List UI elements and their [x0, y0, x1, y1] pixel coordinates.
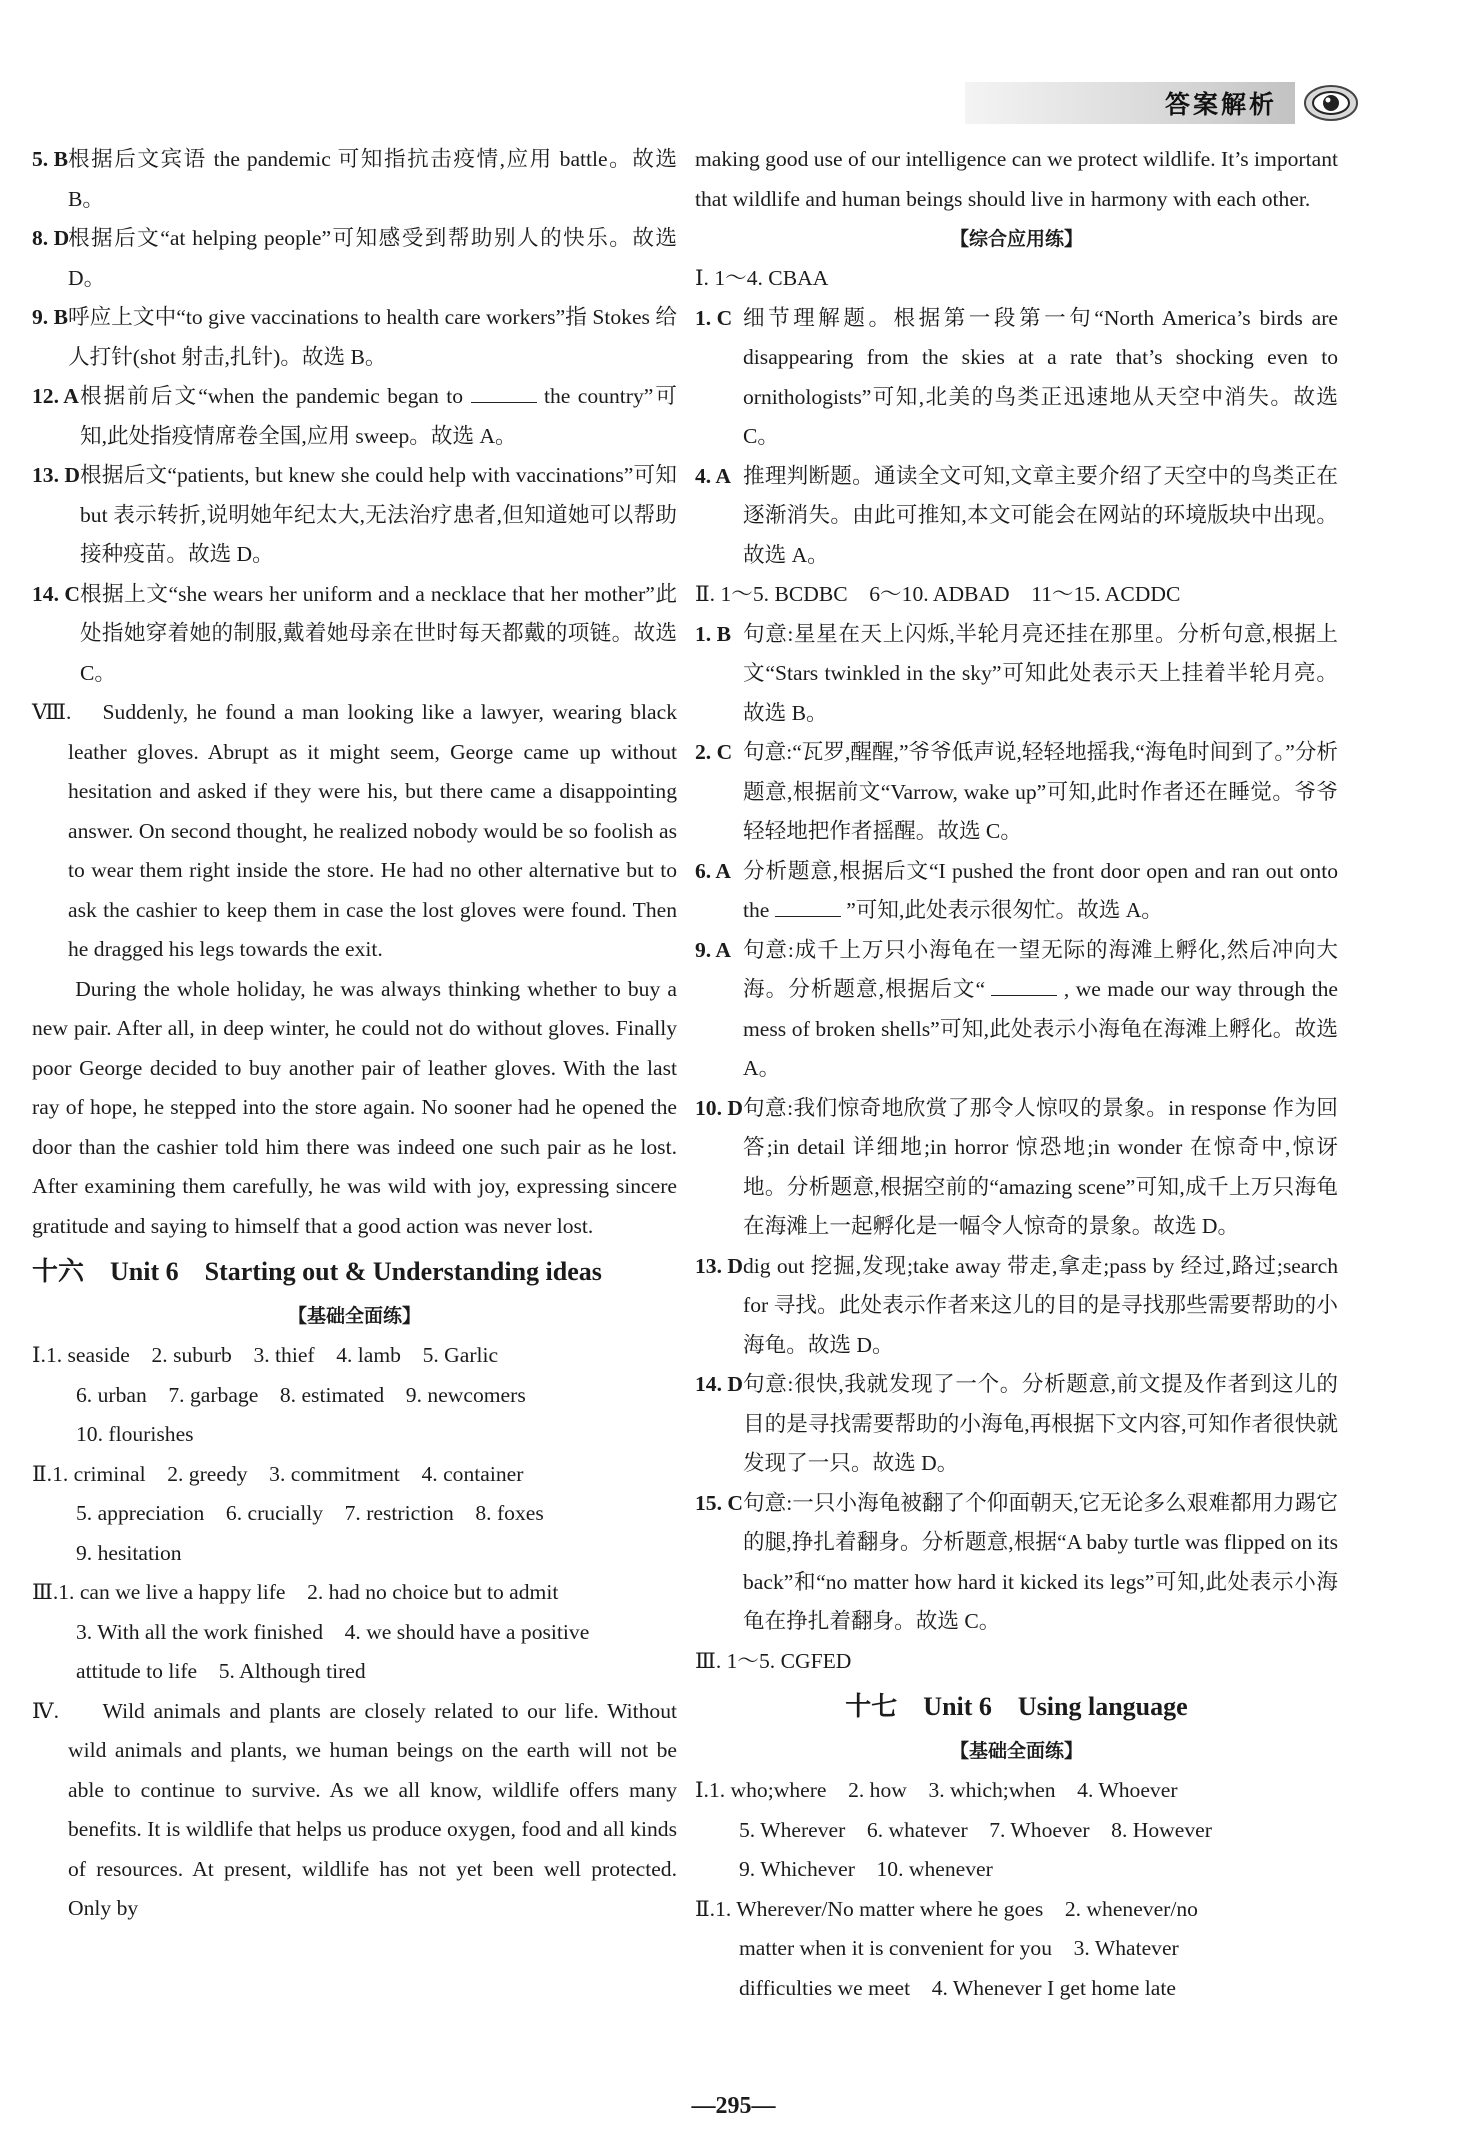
answer-explanation: 推理判断题。通读全文可知,文章主要介绍了天空中的鸟类正在逐渐消失。由此可推知,本文可能会在网站的环境版块中出现。故选 A。	[743, 463, 1338, 567]
unit16-part3	[32, 1573, 677, 1692]
header-title: 答案解析	[1164, 90, 1277, 119]
answer-number: 12. A	[32, 384, 79, 408]
answer-number: 8. D	[32, 226, 70, 250]
answer-explanation: 根据后文“patients, but knew she could help with vaccinations”可知 but 表示转折,说明她年纪太大,无法治疗患者,但知道她可以帮助接种疫苗。故选 D。	[80, 463, 677, 566]
answer-explanation: 呼应上文中“to give vaccinations to health care workers”指 Stokes 给人打针(shot 射击,扎针)。故选 B。	[68, 305, 677, 369]
essay-paragraph: Suddenly, he found a man looking like a lawyer, wearing black leather gloves. Abrupt as it might seem, George came up without hesitation and asked if they were his, but there came a disappointing answer. On second thought, he realized nobody would be so foolish as to wear them right inside the store. He had no other alternative but to ask the cashier to keep them in case the lost gloves were found. Then he dragged his legs towards the exit.	[68, 700, 677, 961]
right-column	[695, 140, 1338, 2008]
answer-item	[32, 140, 677, 219]
answer-item	[32, 377, 677, 456]
unit16-part1	[32, 1336, 677, 1455]
answer-item	[695, 299, 1338, 457]
fill-blank	[471, 382, 537, 403]
answer-row: 6. urban 7. garbage 8. estimated 9. newcomers	[76, 1382, 526, 1407]
answer-explanation: 细节理解题。根据第一段第一句“North America’s birds are disappearing from the skies at a rate that’s shocking even to ornithologists”可知,北美的鸟类正迅速地从天空中消失。故选 C。	[743, 305, 1338, 448]
answer-explanation: 根据上文“she wears her uniform and a necklace that her mother”此处指她穿着她的制服,戴着她母亲在世时每天都戴的项链。故选 C。	[80, 581, 677, 685]
answer-row: Ⅲ. 1～5. CGFED	[695, 1648, 852, 1673]
answer-row: matter when it is convenient for you 3. Whatever	[739, 1936, 1179, 1960]
answer-row: Ⅰ. 1～4. CBAA	[695, 266, 829, 290]
answer-number: 14. D	[695, 1372, 743, 1396]
essay-paragraph: Wild animals and plants are closely related to our life. Without wild animals and plants, we human beings on the earth will not be able to continue to survive. As we all know, wildlife offers many benefits. It is wildlife that helps us produce oxygen, food and all kinds of resources. At present, wildlife has not yet been well protected. Only by	[68, 1698, 677, 1920]
answer-number: 10. D	[695, 1095, 743, 1120]
answer-item	[32, 575, 677, 694]
page-number: —295—	[691, 2093, 776, 2119]
answer-item	[32, 456, 677, 575]
answer-item	[695, 1365, 1338, 1484]
fill-blank	[991, 975, 1057, 996]
answer-row: Ⅱ. 1～5. BCDBC 6～10. ADBAD 11～15. ACDDC	[695, 582, 1181, 606]
answer-row: 9. Whichever 10. whenever	[739, 1857, 993, 1881]
answer-number: 15. C	[695, 1490, 743, 1515]
answer-explanation: 句意:星星在天上闪烁,半轮月亮还挂在那里。分析句意,根据上文“Stars twinkled in the sky”可知此处表示天上挂着半轮月亮。故选 B。	[743, 621, 1338, 725]
answer-row: 5. appreciation 6. crucially 7. restriction 8. foxes	[76, 1501, 544, 1525]
part-label: Ⅰ.	[695, 1778, 709, 1802]
answer-number: 2. C	[695, 740, 733, 764]
part-label: Ⅳ.	[32, 1698, 59, 1723]
answer-explanation: 根据前后文“when the pandemic began to	[80, 384, 464, 408]
answer-row: 1. Wherever/No matter where he goes 2. whenever/no	[715, 1896, 1198, 1921]
answer-row: 1. seaside 2. suburb 3. thief 4. lamb 5. Garlic	[45, 1343, 499, 1367]
answer-row: attitude to life 5. Although tired	[76, 1659, 366, 1683]
answer-explanation: 句意:一只小海龟被翻了个仰面朝天,它无论多么艰难都用力踢它的腿,挣扎着翻身。分析题意,根据“A baby turtle was flipped on its back”和“no matter how hard it kicked its legs”可知,此处表示小海龟在挣扎着翻身。故选 C。	[743, 1490, 1338, 1633]
part-label: Ⅰ.	[32, 1343, 46, 1367]
answer-number: 9. B	[32, 305, 68, 329]
answer-item	[32, 298, 677, 377]
answer-number: 13. D	[32, 463, 80, 487]
unit16-part4	[32, 1692, 677, 1929]
fill-blank	[775, 896, 841, 917]
answer-explanation: 句意:我们惊奇地欣赏了那令人惊叹的景象。in response 作为回答;in detail 详细地;in horror 惊恐地;in wonder 在惊奇中,惊讶地。分析题意,根据空前的“amazing scene”可知,成千上万只海龟在海滩上一起孵化是一幅令人惊奇的景象。故选 D。	[743, 1095, 1338, 1238]
answer-row: 1. who;where 2. how 3. which;when 4. Whoever	[708, 1778, 1178, 1802]
answer-explanation: 句意:“瓦罗,醒醒,”爷爷低声说,轻轻地摇我,“海龟时间到了。”分析题意,根据前文“Varrow, wake up”可知,此时作者还在睡觉。爷爷轻轻地把作者摇醒。故选 C。	[743, 740, 1338, 843]
answer-row: 1. criminal 2. greedy 3. commitment 4. container	[52, 1461, 524, 1486]
answer-item	[695, 615, 1338, 734]
part-label: Ⅲ.	[32, 1580, 59, 1604]
answer-number: 4. A	[695, 463, 731, 488]
answer-row: difficulties we meet 4. Whenever I get home late	[739, 1975, 1176, 2000]
section-number: Ⅷ.	[32, 700, 72, 724]
answer-number: 1. C	[695, 305, 733, 330]
sub-heading: 【综合应用练】	[949, 228, 1083, 250]
answer-explanation: 根据后文“at helping people”可知感受到帮助别人的快乐。故选 D。	[68, 226, 677, 290]
part-label: Ⅱ.	[32, 1461, 53, 1486]
answer-row: 10. flourishes	[76, 1422, 194, 1446]
answer-number: 14. C	[32, 581, 80, 606]
answer-item	[695, 733, 1338, 852]
answer-row: 1. can we live a happy life 2. had no choice but to admit	[58, 1580, 559, 1604]
answer-explanation: dig out 挖掘,发现;take away 带走,拿走;pass by 经过,路过;search for 寻找。此处表示作者来这儿的目的是寻找那些需要帮助的小海龟。故选 D。	[743, 1253, 1338, 1357]
unit-17-title: 十七 Unit 6 Using language	[845, 1692, 1188, 1721]
part-label: Ⅱ.	[695, 1896, 716, 1921]
answer-number: 1. B	[695, 621, 731, 646]
eye-globe-logo-icon	[1303, 83, 1359, 123]
essay-paragraph: During the whole holiday, he was always thinking whether to buy a new pair. After all, in deep winter, he could not do without gloves. Finally poor George decided to buy another pair of leather gloves. With the last ray of hope, he stepped into the store again. No sooner had he opened the door than the cashier told him there was indeed one such pair as he lost. After examining them carefully, he was wild with joy, expressing sincere gratitude and saying to himself that a good action was never lost.	[32, 976, 677, 1238]
sub-heading: 【基础全面练】	[287, 1305, 421, 1327]
answer-row: 9. hesitation	[76, 1540, 182, 1565]
answer-row: 5. Wherever 6. whatever 7. Whoever 8. However	[739, 1817, 1212, 1842]
unit-16-title: 十六 Unit 6 Starting out & Understanding ideas	[32, 1257, 602, 1286]
sub-heading: 【基础全面练】	[949, 1740, 1083, 1762]
answer-item	[695, 931, 1338, 1089]
answer-explanation: 分析题意,根据后文“I pushed the front door open and ran out onto the	[743, 858, 1338, 922]
essay-continuation: making good use of our intelligence can we protect wildlife. It’s important that wildlife and human beings should live in harmony with each other.	[695, 147, 1338, 211]
header-bar	[965, 82, 1295, 124]
answer-explanation: 句意:成千上万只小海龟在一望无际的海滩上孵化,然后冲向大海。分析题意,根据后文“	[743, 937, 1338, 1001]
answer-explanation: ”可知,此处表示很匆忙。故选 A。	[846, 898, 1163, 922]
unit16-part2	[32, 1455, 677, 1574]
answer-row: 3. With all the work finished 4. we should have a positive	[76, 1619, 590, 1644]
answer-item	[695, 1247, 1338, 1366]
answer-explanation: , we made our way through the mess of broken shells”可知,此处表示小海龟在海滩上孵化。故选 A。	[743, 977, 1339, 1080]
answer-item	[695, 457, 1338, 576]
answer-number: 5. B	[32, 147, 68, 171]
unit17-part1	[695, 1771, 1338, 1890]
left-column	[32, 140, 677, 1929]
answer-explanation: the country”可知,此处指疫情席卷全国,应用 sweep。故选 A。	[80, 384, 677, 448]
answer-item	[695, 1484, 1338, 1642]
answer-number: 13. D	[695, 1253, 743, 1278]
answer-explanation: 根据后文宾语 the pandemic 可知指抗击疫情,应用 battle。故选 B。	[68, 147, 677, 211]
unit17-part2	[695, 1890, 1338, 2009]
section-8-writing	[32, 693, 677, 970]
answer-item	[32, 219, 677, 298]
answer-explanation: 句意:很快,我就发现了一个。分析题意,前文提及作者到这儿的目的是寻找需要帮助的小海龟,再根据下文内容,可知作者很快就发现了一只。故选 D。	[743, 1372, 1338, 1475]
answer-number: 9. A	[695, 937, 731, 962]
answer-item	[695, 852, 1338, 931]
answer-item	[695, 1089, 1338, 1247]
answer-number: 6. A	[695, 858, 731, 883]
